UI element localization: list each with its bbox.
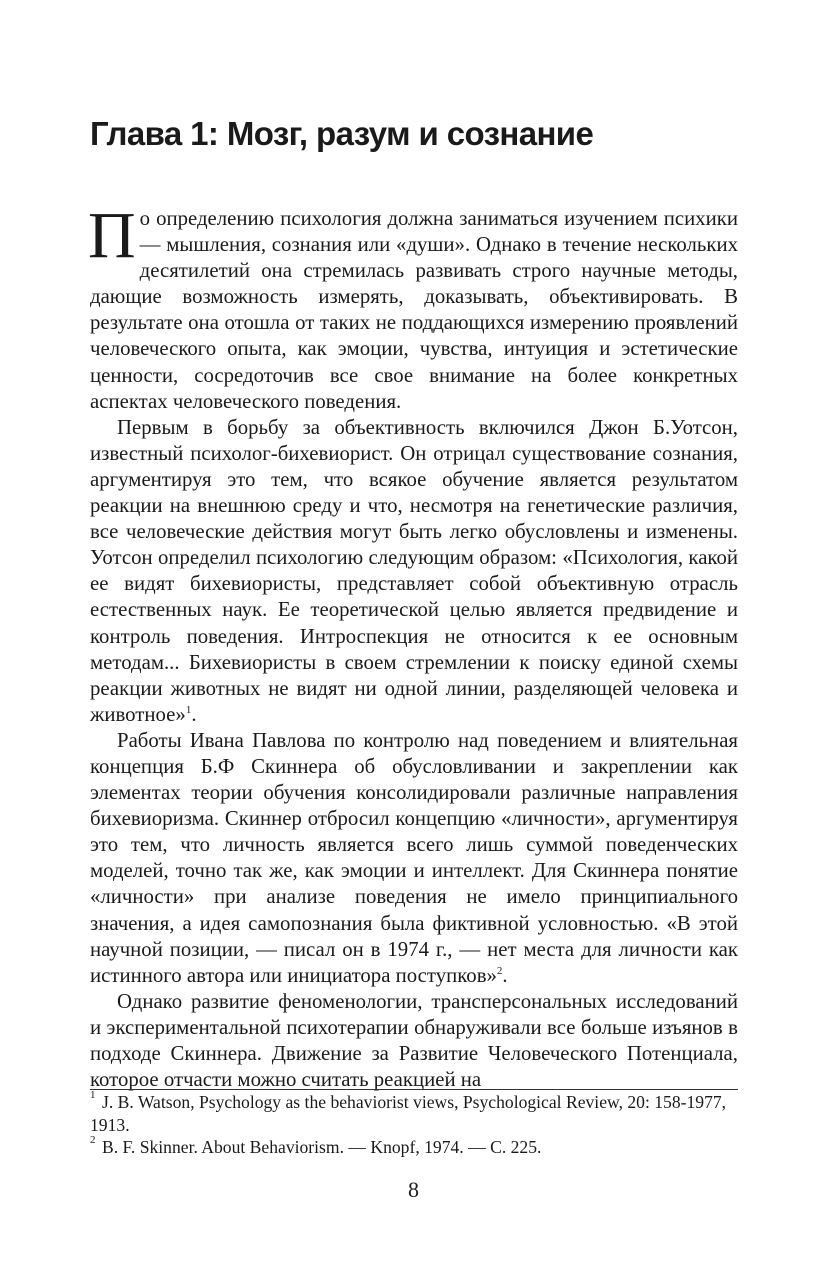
chapter-title: Глава 1: Мозг, разум и сознание (90, 115, 594, 152)
footnote-divider (90, 1089, 738, 1090)
paragraph-1 (88, 199, 738, 415)
paragraph-3-text: Работы Ивана Павлова по контролю над поведением и влиятельная концепция Б.Ф Скиннера об обусловливании и закреплении как элементах теории обучения консолидировали различные направления бихевиоризма. Скиннер отбросил концепцию «личности», аргументируя это тем, что личность является всего лишь суммой поведенческих моделей, точно так же, как эмоции и интеллект. Для Скиннера понятие «личности» при анализе поведения не имело принципиального значения, а идея самопознания была фиктивной условностью. «В этой научной позиции, — писал он в 1974 г., — нет места для личности как истинного автора или инициатора поступков» (90, 728, 738, 987)
footnote-ref-2[interactable]: 2 (496, 964, 503, 977)
footnote-1-text: J. B. Watson, Psychology as the behaviorist views, Psychological Review, 20: 158-1977, 1913. (90, 1092, 727, 1135)
footnote-1 (90, 1091, 738, 1136)
paragraph-1-text: о определению психология должна заниматься изучением психики — мышления, сознания или «души». Однако в течение нескольких десятилетий она стремилась развивать строго научные методы, дающие возможность измерять, доказывать, объективировать. В результате она отошла от таких не поддающихся измерению проявлений человеческого опыта, как эмоции, чувства, интуиция и эстетические ценности, сосредоточив все свое внимание на более конкретных аспектах человеческого поведения. (90, 207, 738, 413)
footnote-ref-1[interactable]: 1 (185, 703, 192, 716)
body-text (88, 199, 738, 1093)
paragraph-3 (90, 728, 738, 989)
footnote-2-text: B. F. Skinner. About Behaviorism. — Knopf, 1974. — С. 225. (102, 1137, 542, 1157)
drop-cap: П (88, 199, 136, 272)
paragraph-3-tail: . (502, 963, 508, 987)
paragraph-4-text: Однако развитие феноменологии, трансперсональных исследований и экспериментальной психотерапии обнаруживали все больше изъянов в подходе Скиннера. Движение за Развитие Человеческого Потенциала, которое отчасти можно считать реакцией на (90, 989, 738, 1092)
footnotes (90, 1091, 738, 1159)
footnote-2-number: 2 (90, 1134, 96, 1146)
paragraph-2-tail: . (191, 702, 197, 726)
paragraph-4 (90, 989, 738, 1093)
page-number: 8 (408, 1177, 419, 1202)
paragraph-2-text: Первым в борьбу за объективность включился Джон Б.Уотсон, известный психолог-бихевиорист. Он отрицал существование сознания, аргументируя это тем, что всякое обучение является результатом реакции на внешнюю среду и что, несмотря на генетические различия, все человеческие действия могут быть легко обусловлены и изменены. Уотсон определил психологию следующим образом: «Психология, какой ее видят бихевиористы, представляет собой объективную отрасль естественных наук. Ее теоретической целью является предвидение и контроль поведения. Интроспекция не относится к ее основным методам... Бихевиористы в своем стремлении к поиску единой схемы реакции животных не видят ни одной линии, разделяющей человека и животное» (90, 415, 738, 726)
footnote-2 (90, 1136, 738, 1159)
paragraph-2 (90, 415, 738, 728)
footnote-1-number: 1 (90, 1089, 96, 1101)
